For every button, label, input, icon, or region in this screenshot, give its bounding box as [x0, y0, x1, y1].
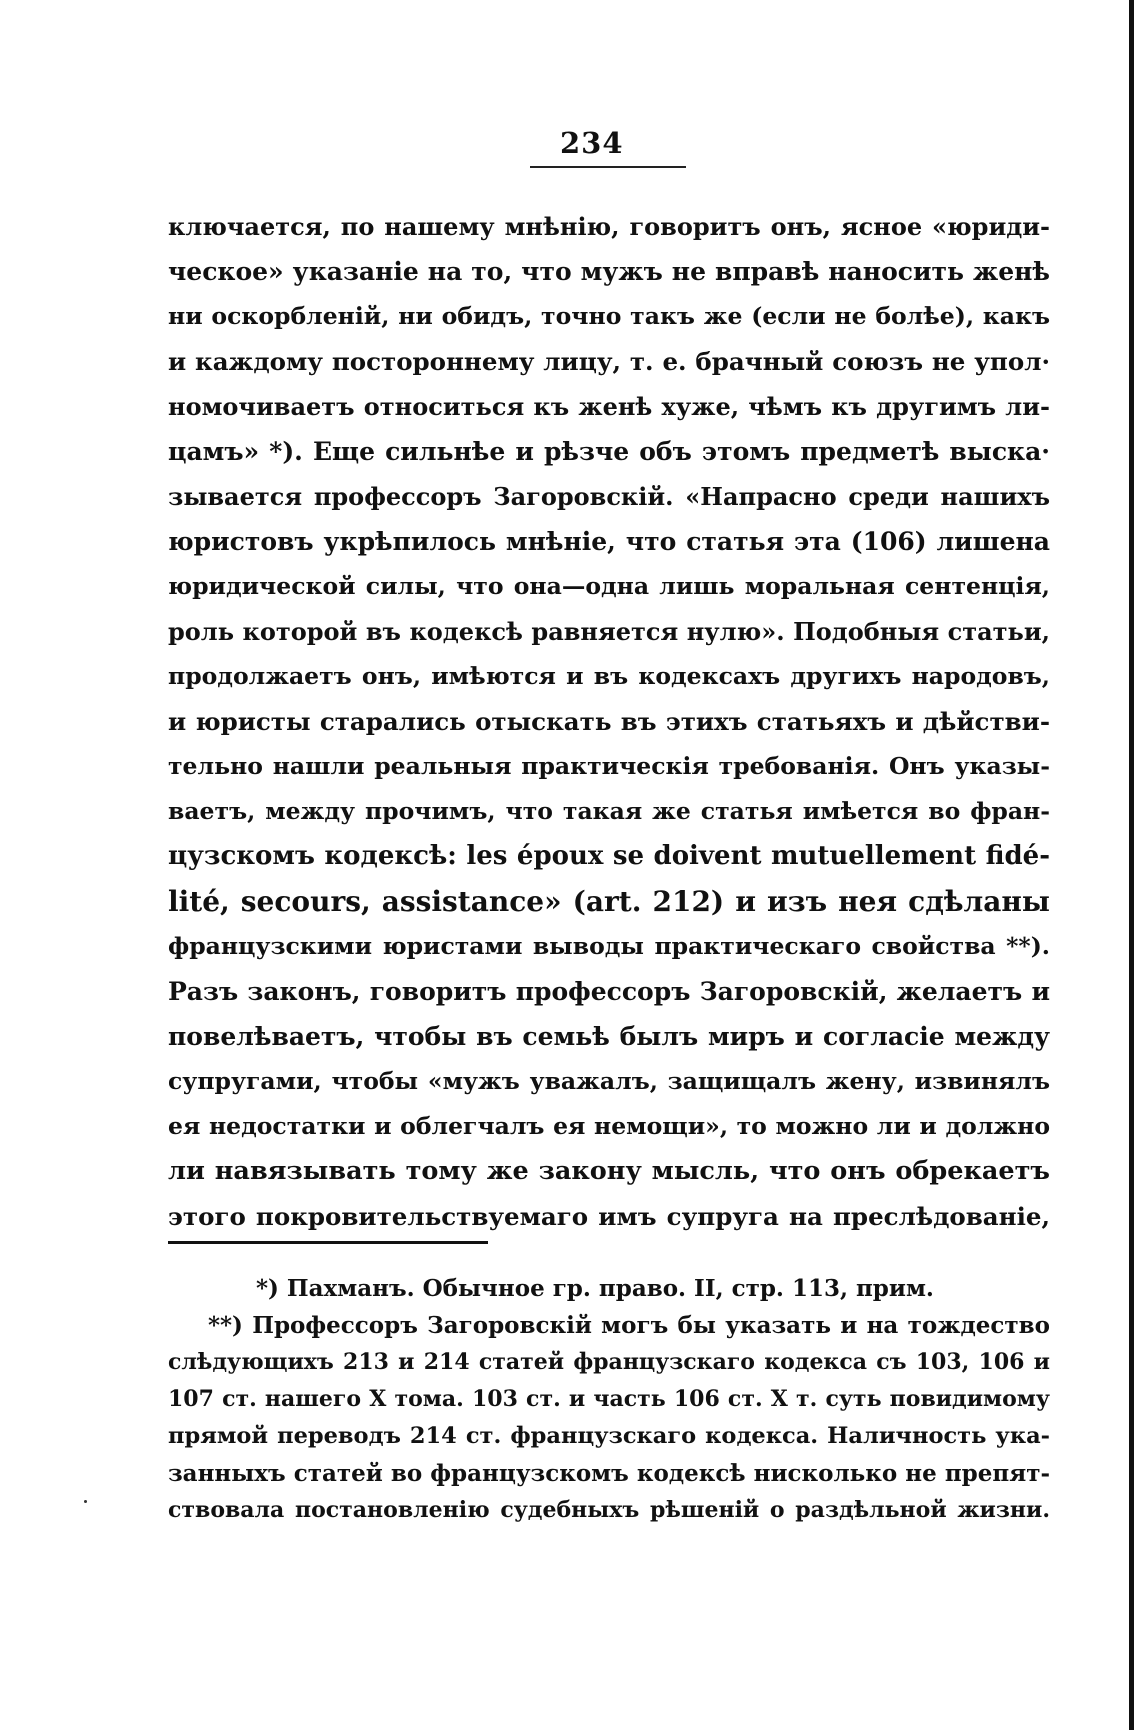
text-line: ея недостатки и облегчалъ ея немощи», то можно ли и должно [168, 1112, 1050, 1140]
text-line: ключается, по нашему мнѣнію, говоритъ онъ, ясное «юриди- [168, 212, 1050, 241]
text-line: цамъ» *). Еще сильнѣе и рѣзче объ этомъ предметѣ выска· [168, 437, 1050, 466]
text-line: ли навязывать тому же закону мысль, что онъ обрекаетъ [168, 1156, 1050, 1186]
footnote-2-line: ствовала постановленію судебныхъ рѣшеній о раздѣльной жизни. [168, 1497, 1050, 1523]
text-line: цузскомъ кодексѣ: les époux se doivent mutuellement fidé- [168, 841, 1050, 871]
text-line: и каждому постороннему лицу, т. е. брачный союзъ не упол· [168, 347, 1050, 376]
text-line: юристовъ укрѣпилось мнѣніе, что статья эта (106) лишена [168, 527, 1050, 556]
text-line: и юристы старались отыскать въ этихъ статьяхъ и дѣйстви- [168, 707, 1050, 736]
text-line: зывается профессоръ Загоровскій. «Напрасно среди нашихъ [168, 482, 1050, 511]
text-line: номочиваетъ относиться къ женѣ хуже, чѣмъ къ другимъ ли- [168, 392, 1050, 421]
footnotes [168, 1270, 1050, 1529]
page-edge-shadow [1129, 0, 1134, 1730]
text-line: ческое» указаніе на то, что мужъ не вправѣ наносить женѣ [168, 257, 1050, 286]
footnote-2-line: прямой переводъ 214 ст. французскаго кодекса. Наличность ука- [168, 1423, 1050, 1449]
scan-speck [84, 1500, 87, 1503]
footnote-divider [168, 1241, 488, 1244]
footnote-2-line: 107 ст. нашего X тома. 103 ст. и часть 106 ст. X т. суть повидимому [168, 1386, 1050, 1412]
text-line: супругами, чтобы «мужъ уважалъ, защищалъ жену, извинялъ [168, 1067, 1050, 1095]
text-line: lité, secours, assistance» (art. 212) и изъ нея сдѣланы [168, 885, 1050, 918]
footnote-1: *) Пахманъ. Обычное гр. право. II, стр. 113, прим. [256, 1275, 934, 1302]
footnote-2-line: **) Профессоръ Загоровскій могъ бы указать и на тождество [208, 1312, 1050, 1339]
page-number: 234 [560, 126, 624, 160]
text-line: повелѣваетъ, чтобы въ семьѣ былъ миръ и согласіе между [168, 1022, 1050, 1051]
footnote-2-line: занныхъ статей во французскомъ кодексѣ нисколько не препят- [168, 1460, 1050, 1487]
text-line: французскими юристами выводы практическаго свойства **). [168, 932, 1050, 960]
text-line: роль которой въ кодексѣ равняется нулю». Подобныя статьи, [168, 617, 1050, 646]
main-text [168, 204, 1050, 1239]
text-line: ни оскорбленій, ни обидъ, точно такъ же (если не болѣе), какъ [168, 302, 1050, 330]
text-line: Разъ законъ, говоритъ профессоръ Загоровскій, желаетъ и [168, 977, 1050, 1006]
text-line: тельно нашли реальныя практическія требованія. Онъ указы- [168, 752, 1050, 780]
text-line: ваетъ, между прочимъ, что такая же статья имѣется во фран- [168, 797, 1050, 825]
page-number-rule [530, 166, 686, 168]
text-line: юридической силы, что она—одна лишь моральная сентенція, [168, 572, 1050, 600]
text-line: этого покровительствуемаго имъ супруга на преслѣдованіе, [168, 1202, 1050, 1231]
text-line: продолжаетъ онъ, имѣются и въ кодексахъ другихъ народовъ, [168, 662, 1050, 690]
footnote-2-line: слѣдующихъ 213 и 214 статей французскаго кодекса съ 103, 106 и [168, 1349, 1050, 1375]
